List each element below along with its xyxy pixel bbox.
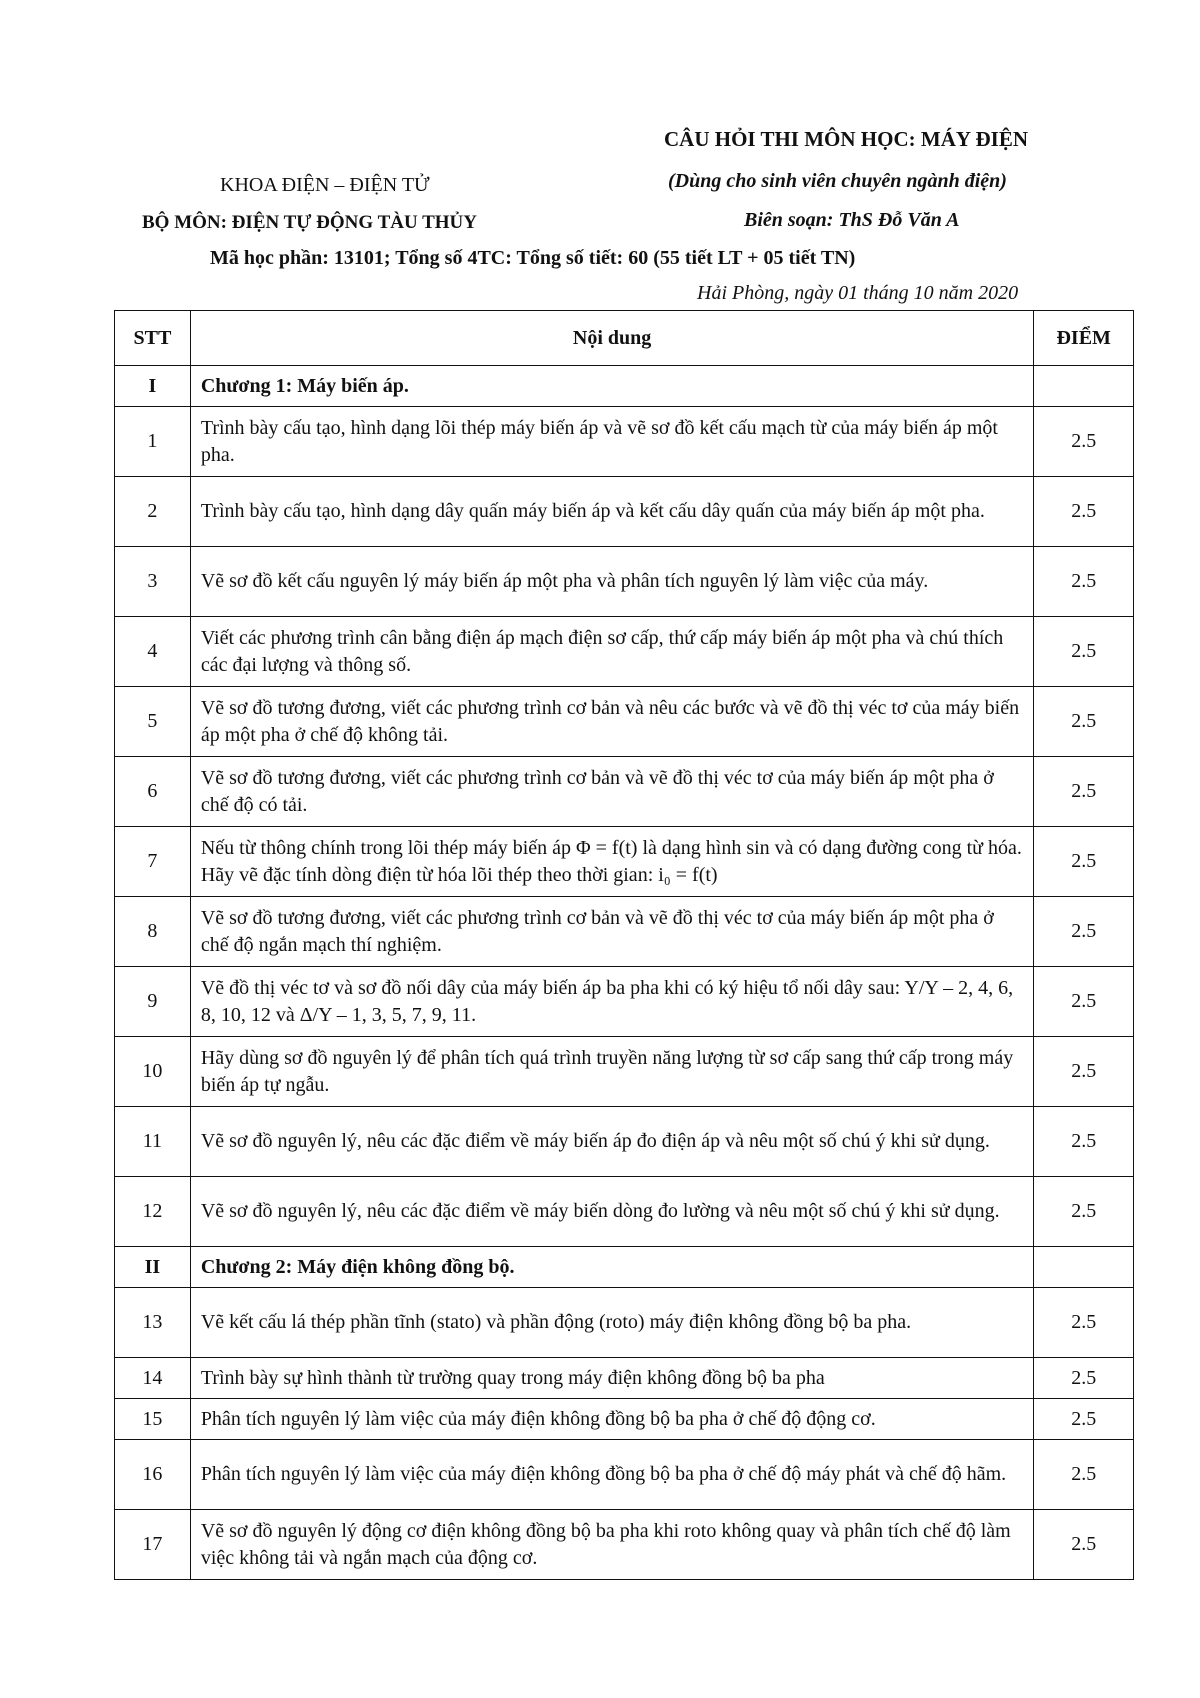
- row-score: 2.5: [1034, 1288, 1134, 1358]
- row-score: 2.5: [1034, 617, 1134, 687]
- course-info: Mã học phần: 13101; Tổng số 4TC: Tổng số tiết: 60 (55 tiết LT + 05 tiết TN): [210, 247, 856, 269]
- table-row: [115, 477, 1134, 547]
- row-stt: 9: [115, 967, 191, 1037]
- chapter-number: II: [115, 1247, 191, 1288]
- table-row: [115, 1399, 1134, 1440]
- row-score: 2.5: [1034, 407, 1134, 477]
- table-row: [115, 827, 1134, 897]
- row-score: 2.5: [1034, 757, 1134, 827]
- row-content: Trình bày cấu tạo, hình dạng dây quấn máy biến áp và kết cấu dây quấn của máy biến áp một pha.: [190, 477, 1034, 547]
- chapter-number: I: [115, 366, 191, 407]
- chapter-title: Chương 1: Máy biến áp.: [190, 366, 1034, 407]
- row-stt: 4: [115, 617, 191, 687]
- column-header-content: Nội dung: [190, 311, 1034, 366]
- row-score: 2.5: [1034, 547, 1134, 617]
- row-score: 2.5: [1034, 1510, 1134, 1580]
- row-content: Vẽ sơ đồ tương đương, viết các phương trình cơ bản và vẽ đồ thị véc tơ của máy biến áp một pha ở chế độ ngắn mạch thí nghiệm.: [190, 897, 1034, 967]
- row-score: 2.5: [1034, 967, 1134, 1037]
- row-content: Hãy dùng sơ đồ nguyên lý để phân tích quá trình truyền năng lượng từ sơ cấp sang thứ cấp trong máy biến áp tự ngẫu.: [190, 1037, 1034, 1107]
- row-stt: 12: [115, 1177, 191, 1247]
- table-row: [115, 547, 1134, 617]
- author-line: Biên soạn: ThS Đỗ Văn A: [744, 209, 960, 231]
- table-row: [115, 1288, 1134, 1358]
- row-stt: 10: [115, 1037, 191, 1107]
- row-score: 2.5: [1034, 1358, 1134, 1399]
- table-row: [115, 1107, 1134, 1177]
- row-stt: 3: [115, 547, 191, 617]
- row-stt: 2: [115, 477, 191, 547]
- row-stt: 13: [115, 1288, 191, 1358]
- row-score: 2.5: [1034, 477, 1134, 547]
- table-row: [115, 967, 1134, 1037]
- chapter-score: [1034, 1247, 1134, 1288]
- row-stt: 7: [115, 827, 191, 897]
- table-row: [115, 1037, 1134, 1107]
- table-row: [115, 1177, 1134, 1247]
- row-content: Vẽ sơ đồ tương đương, viết các phương trình cơ bản và vẽ đồ thị véc tơ của máy biến áp một pha ở chế độ có tải.: [190, 757, 1034, 827]
- row-stt: 14: [115, 1358, 191, 1399]
- table-row: [115, 407, 1134, 477]
- chapter-score: [1034, 366, 1134, 407]
- row-content: Nếu từ thông chính trong lõi thép máy biến áp Φ = f(t) là dạng hình sin và có dạng đường cong từ hóa. Hãy vẽ đặc tính dòng điện từ hóa lõi thép theo thời gian: i₀ = f(t): [190, 827, 1034, 897]
- row-content: Vẽ sơ đồ nguyên lý, nêu các đặc điểm về máy biến dòng đo lường và nêu một số chú ý khi sử dụng.: [190, 1177, 1034, 1247]
- row-content: Vẽ sơ đồ tương đương, viết các phương trình cơ bản và nêu các bước và vẽ đồ thị véc tơ của máy biến áp một pha ở chế độ không tải.: [190, 687, 1034, 757]
- row-score: 2.5: [1034, 687, 1134, 757]
- row-score: 2.5: [1034, 897, 1134, 967]
- row-stt: 1: [115, 407, 191, 477]
- date-line: Hải Phòng, ngày 01 tháng 10 năm 2020: [697, 282, 1019, 304]
- row-stt: 15: [115, 1399, 191, 1440]
- faculty-name: KHOA ĐIỆN – ĐIỆN TỬ: [220, 174, 430, 196]
- column-header-score: ĐIỂM: [1034, 311, 1134, 366]
- table-row: [115, 1510, 1134, 1580]
- chapter-title: Chương 2: Máy điện không đồng bộ.: [190, 1247, 1034, 1288]
- row-score: 2.5: [1034, 827, 1134, 897]
- row-stt: 11: [115, 1107, 191, 1177]
- row-stt: 16: [115, 1440, 191, 1510]
- row-score: 2.5: [1034, 1440, 1134, 1510]
- department-name: BỘ MÔN: ĐIỆN TỰ ĐỘNG TÀU THỦY: [142, 212, 477, 233]
- table-row: [115, 897, 1134, 967]
- row-score: 2.5: [1034, 1177, 1134, 1247]
- row-score: 2.5: [1034, 1399, 1134, 1440]
- chapter-row: [115, 366, 1134, 407]
- table-row: [115, 687, 1134, 757]
- table-row: [115, 1358, 1134, 1399]
- column-header-stt: STT: [115, 311, 191, 366]
- row-content: Phân tích nguyên lý làm việc của máy điện không đồng bộ ba pha ở chế độ máy phát và chế độ hãm.: [190, 1440, 1034, 1510]
- row-content: Vẽ sơ đồ nguyên lý, nêu các đặc điểm về máy biến áp đo điện áp và nêu một số chú ý khi sử dụng.: [190, 1107, 1034, 1177]
- row-stt: 6: [115, 757, 191, 827]
- row-content: Vẽ kết cấu lá thép phần tĩnh (stato) và phần động (roto) máy điện không đồng bộ ba pha.: [190, 1288, 1034, 1358]
- table-row: [115, 1440, 1134, 1510]
- row-content: Trình bày cấu tạo, hình dạng lõi thép máy biến áp và vẽ sơ đồ kết cấu mạch từ của máy biến áp một pha.: [190, 407, 1034, 477]
- row-content: Viết các phương trình cân bằng điện áp mạch điện sơ cấp, thứ cấp máy biến áp một pha và chú thích các đại lượng và thông số.: [190, 617, 1034, 687]
- chapter-row: [115, 1247, 1134, 1288]
- row-content: Phân tích nguyên lý làm việc của máy điện không đồng bộ ba pha ở chế độ động cơ.: [190, 1399, 1034, 1440]
- row-stt: 8: [115, 897, 191, 967]
- table-row: [115, 757, 1134, 827]
- row-content: Vẽ sơ đồ nguyên lý động cơ điện không đồng bộ ba pha khi roto không quay và phân tích chế độ làm việc không tải và ngắn mạch của động cơ.: [190, 1510, 1034, 1580]
- row-stt: 17: [115, 1510, 191, 1580]
- exam-subtitle: (Dùng cho sinh viên chuyên ngành điện): [668, 170, 1007, 192]
- row-score: 2.5: [1034, 1037, 1134, 1107]
- row-content: Vẽ đồ thị véc tơ và sơ đồ nối dây của máy biến áp ba pha khi có ký hiệu tổ nối dây sau: Y/Y – 2, 4, 6, 8, 10, 12 và Δ/Y – 1, 3, 5, 7, 9, 11.: [190, 967, 1034, 1037]
- questions-table: [114, 310, 1134, 1580]
- exam-title: CÂU HỎI THI MÔN HỌC: MÁY ĐIỆN: [664, 127, 1029, 151]
- row-stt: 5: [115, 687, 191, 757]
- table-row: [115, 617, 1134, 687]
- table-header-row: [115, 311, 1134, 366]
- row-content: Vẽ sơ đồ kết cấu nguyên lý máy biến áp một pha và phân tích nguyên lý làm việc của máy.: [190, 547, 1034, 617]
- row-content: Trình bày sự hình thành từ trường quay trong máy điện không đồng bộ ba pha: [190, 1358, 1034, 1399]
- row-score: 2.5: [1034, 1107, 1134, 1177]
